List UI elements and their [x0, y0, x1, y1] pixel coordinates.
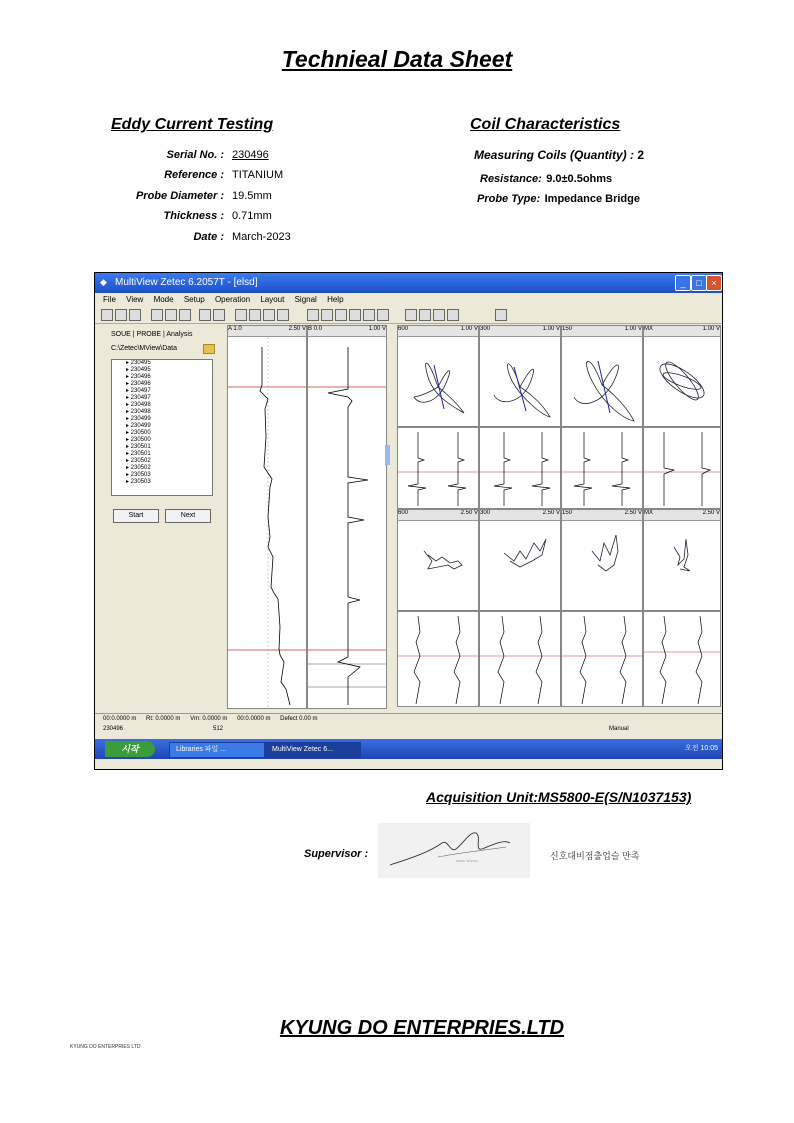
toolbar-button[interactable]: [363, 309, 375, 321]
menu-bar: [95, 293, 722, 307]
file-list-item[interactable]: ▸ 230497: [126, 388, 151, 394]
file-list-item[interactable]: ▸ 230502: [126, 458, 151, 464]
cell-scale: 1.00 V: [702, 326, 720, 332]
app-icon: ◆: [100, 277, 107, 287]
cell-name: 150: [562, 326, 573, 332]
date-value: March-2023: [232, 231, 291, 243]
file-list-item[interactable]: ▸ 230500: [126, 437, 151, 443]
strip-trace: [308, 337, 386, 707]
menu-operation[interactable]: Operation: [214, 295, 251, 304]
strip-trace: [562, 612, 642, 706]
file-list-item[interactable]: ▸ 230495: [126, 360, 151, 366]
strip-trace: [228, 337, 306, 707]
toolbar-button[interactable]: [335, 309, 347, 321]
cell-scale: 1.00 V: [460, 326, 478, 332]
maximize-icon[interactable]: □: [691, 275, 707, 291]
reference-label: Reference :: [164, 169, 224, 181]
status-bar: [95, 726, 722, 737]
menu-view[interactable]: View: [126, 295, 144, 304]
status-item: Vm: 0.0000 m: [190, 716, 228, 722]
toolbar-button[interactable]: [307, 309, 319, 321]
toolbar-button[interactable]: [179, 309, 191, 321]
lissajous-grid: [397, 325, 721, 707]
strip-trace: [644, 612, 720, 706]
coil-heading: Coil Characteristics: [470, 116, 621, 133]
cell-header: [480, 510, 560, 521]
cell-scale: 2.50 V: [702, 510, 720, 516]
measuring-coils-row: [474, 148, 644, 162]
toolbar-button[interactable]: [263, 309, 275, 321]
lissajous-cell-150: [561, 325, 643, 427]
folder-path: C:\Zetec\MView\Data: [111, 345, 178, 352]
resistance-row: [480, 169, 612, 187]
menu-mode[interactable]: Mode: [153, 295, 174, 304]
lissajous-plot: [398, 337, 478, 425]
strip-name: A 1.0: [228, 326, 242, 332]
strip-trace: [480, 612, 560, 706]
menu-help[interactable]: Help: [327, 295, 344, 304]
cell-header: [398, 510, 478, 521]
file-list-item[interactable]: ▸ 230499: [126, 423, 151, 429]
status-file: 230496: [103, 726, 124, 732]
cell-name: 600: [398, 326, 409, 332]
close-icon[interactable]: ×: [706, 275, 722, 291]
cell-name: 150: [562, 510, 573, 516]
status-item: Defect 0.00 m: [280, 716, 318, 722]
cell-header: [644, 326, 720, 337]
start-menu-button[interactable]: 시작: [105, 741, 155, 757]
strip-cell: [643, 427, 721, 509]
toolbar-button[interactable]: [349, 309, 361, 321]
cell-scale: 1.00 V: [624, 326, 642, 332]
serial-label: Serial No. :: [166, 149, 224, 161]
file-list-item[interactable]: ▸ 230499: [126, 416, 151, 422]
toolbar-button[interactable]: [165, 309, 177, 321]
cell-header: [562, 510, 642, 521]
supervisor-signature: [378, 823, 530, 878]
file-list-item[interactable]: ▸ 230501: [126, 444, 151, 450]
strip-trace: [562, 428, 642, 508]
toolbar-button[interactable]: [129, 309, 141, 321]
strip-trace: [398, 428, 478, 508]
toolbar-button[interactable]: [433, 309, 445, 321]
strip-cell: [643, 611, 721, 707]
toolbar: [95, 307, 722, 324]
lissajous-cell-600: [397, 325, 479, 427]
cell-name: 300: [480, 326, 491, 332]
toolbar-button[interactable]: [249, 309, 261, 321]
supervisor-label: Supervisor :: [304, 848, 369, 860]
cell-name: MX: [644, 326, 653, 332]
date-label: Date :: [193, 231, 224, 243]
lissajous-plot: [644, 337, 720, 425]
lissajous-cell-300: [479, 509, 561, 611]
toolbar-button[interactable]: [151, 309, 163, 321]
cell-name: 300: [480, 510, 491, 516]
lissajous-cell-150: [561, 509, 643, 611]
lissajous-plot: [644, 521, 720, 609]
file-list-item[interactable]: ▸ 230502: [126, 465, 151, 471]
eddy-heading: Eddy Current Testing: [111, 116, 274, 133]
cell-header: [562, 326, 642, 337]
strip-trace: [644, 428, 720, 508]
lissajous-plot: [562, 521, 642, 609]
strip-header: [308, 326, 386, 337]
lissajous-plot: [398, 521, 478, 609]
toolbar-button[interactable]: [277, 309, 289, 321]
strip-name: B 0.0: [308, 326, 323, 332]
strip-scale: 2.50 V: [288, 326, 306, 332]
file-list-item[interactable]: ▸ 230500: [126, 430, 151, 436]
taskbar-item[interactable]: MultiView Zetec 6...: [265, 742, 361, 758]
windows-taskbar: [95, 739, 722, 759]
probe-type-value: Impedance Bridge: [544, 193, 640, 205]
lissajous-cell-300: [479, 325, 561, 427]
toolbar-button[interactable]: [213, 309, 225, 321]
toolbar-button[interactable]: [419, 309, 431, 321]
file-browser-panel: [107, 325, 219, 705]
strip-cell: [561, 611, 643, 707]
strip-scale: 1.00 V: [368, 326, 386, 332]
measuring-coils-label: Measuring Coils (Quantity) :: [474, 148, 635, 162]
status-item: 00:0.0000 m: [237, 716, 271, 722]
file-list-item[interactable]: ▸ 230495: [126, 367, 151, 373]
folder-icon[interactable]: [203, 344, 215, 354]
status-position: 512: [213, 726, 224, 732]
window-title: MultiView Zetec 6.2057T - [elsd]: [115, 277, 258, 288]
panel-tabs[interactable]: SOUE | PROBE | Analysis: [111, 331, 193, 338]
cell-header: [480, 326, 560, 337]
strip-trace: [398, 612, 478, 706]
minimize-icon[interactable]: _: [675, 275, 691, 291]
signature-note: 신호대비점출업슬 만족: [550, 851, 640, 861]
toolbar-button[interactable]: [447, 309, 459, 321]
file-list-item[interactable]: ▸ 230496: [126, 374, 151, 380]
lissajous-plot: [480, 521, 560, 609]
thickness-value: 0.71mm: [232, 210, 272, 222]
probe-type-row: [477, 189, 640, 207]
toolbar-button[interactable]: [495, 309, 507, 321]
status-item: 00:0.0000 m: [103, 716, 137, 722]
lissajous-cell-mx: [643, 325, 721, 427]
next-button[interactable]: Next: [165, 509, 211, 523]
strip-trace: [480, 428, 560, 508]
document-title: Technieal Data Sheet: [281, 46, 513, 72]
file-list-item[interactable]: ▸ 230498: [126, 402, 151, 408]
lissajous-plot: [562, 337, 642, 425]
probe-diameter-value: 19.5mm: [232, 190, 272, 202]
lissajous-plot: [480, 337, 560, 425]
toolbar-button[interactable]: [235, 309, 247, 321]
strip-chart-panel: [227, 325, 387, 707]
file-list-item[interactable]: ▸ 230497: [126, 395, 151, 401]
strip-cell: [479, 427, 561, 509]
file-list-item[interactable]: ▸ 230501: [126, 451, 151, 457]
toolbar-button[interactable]: [101, 309, 113, 321]
menu-setup[interactable]: Setup: [183, 295, 205, 304]
cell-scale: 1.00 V: [542, 326, 560, 332]
footer-text: KYUNG DO ENTERPRIES LTD.: [70, 1044, 142, 1050]
strip-cell: [397, 611, 479, 707]
toolbar-button[interactable]: [115, 309, 127, 321]
file-list-item[interactable]: ▸ 230503: [126, 472, 151, 478]
status-item: Rt: 0.0000 m: [146, 716, 181, 722]
cell-header: [398, 326, 478, 337]
file-list-item[interactable]: ▸ 230498: [126, 409, 151, 415]
toolbar-button[interactable]: [377, 309, 389, 321]
cell-name: MX: [644, 510, 653, 516]
strip-chart-a: [227, 325, 307, 709]
acquisition-unit: Acquisition Unit:MS5800-E(S/N1037153): [426, 789, 692, 805]
reference-value: TITANIUM: [232, 169, 284, 181]
cell-header: [644, 510, 720, 521]
strip-cell: [561, 427, 643, 509]
taskbar-clock: 오전 10:05: [685, 745, 718, 752]
cell-scale: 2.50 V: [542, 510, 560, 516]
toolbar-button[interactable]: [321, 309, 333, 321]
menu-signal[interactable]: Signal: [294, 295, 317, 304]
probe-type-label: Probe Type:: [477, 193, 541, 205]
software-screenshot: [94, 272, 723, 770]
start-button[interactable]: Start: [113, 509, 159, 523]
status-mode: Manual: [609, 726, 629, 732]
toolbar-button[interactable]: [405, 309, 417, 321]
window-titlebar: [95, 273, 722, 293]
lissajous-cell-mx: [643, 509, 721, 611]
measuring-coils-value: 2: [637, 148, 645, 162]
strip-header: [228, 326, 306, 337]
lissajous-cell-600: [397, 509, 479, 611]
measurement-status-bar: [95, 713, 722, 726]
thickness-label: Thickness :: [163, 210, 224, 222]
company-name: KYUNG DO ENTERPRIES.LTD: [279, 1017, 565, 1039]
toolbar-button[interactable]: [199, 309, 211, 321]
signature-scribble: [378, 823, 530, 878]
probe-diameter-label: Probe Diameter :: [135, 190, 224, 202]
file-list[interactable]: [111, 359, 213, 496]
cell-scale: 2.50 V: [624, 510, 642, 516]
strip-cell: [479, 611, 561, 707]
strip-scroll-thumb[interactable]: [385, 445, 390, 465]
file-list-item[interactable]: ▸ 230503: [126, 479, 151, 485]
svg-text:~~~ ~~~~: ~~~ ~~~~: [456, 859, 478, 865]
strip-chart-b: [307, 325, 387, 709]
menu-file[interactable]: File: [103, 295, 116, 304]
strip-cell: [397, 427, 479, 509]
resistance-value: 9.0±0.5ohms: [546, 173, 613, 185]
file-list-item[interactable]: ▸ 230496: [126, 381, 151, 387]
serial-value: 230496: [232, 149, 269, 161]
cell-name: 600: [398, 510, 409, 516]
resistance-label: Resistance:: [480, 173, 542, 185]
cell-scale: 2.50 V: [460, 510, 478, 516]
taskbar-item[interactable]: Libraries 파일 ...: [169, 742, 265, 758]
menu-layout[interactable]: Layout: [260, 295, 285, 304]
